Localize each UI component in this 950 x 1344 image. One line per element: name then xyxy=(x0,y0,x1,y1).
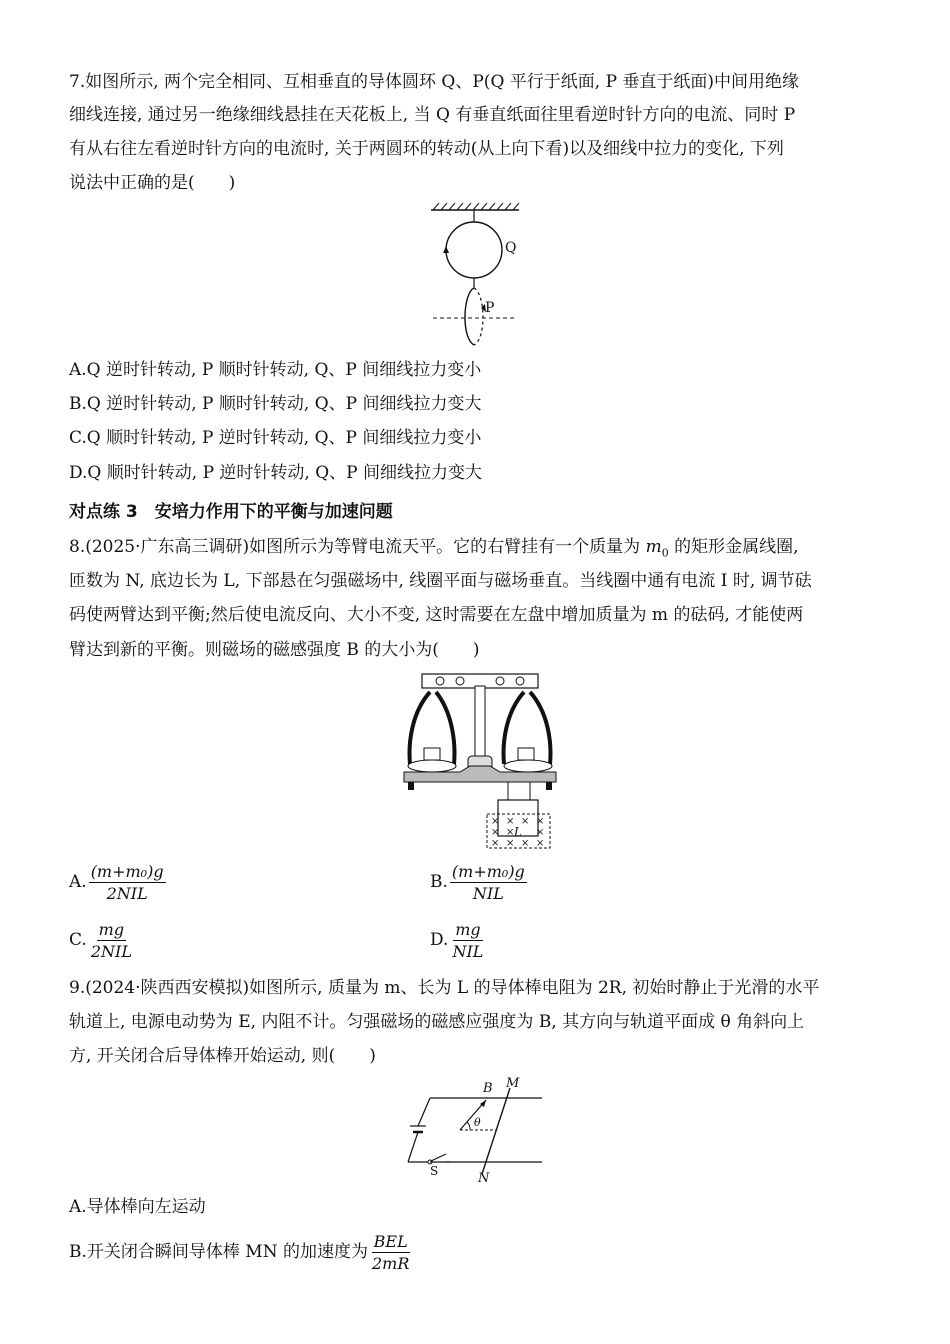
q7-option-c: C.Q 顺时针转动, P 逆时针转动, Q、P 间细线拉力变小 xyxy=(69,428,482,448)
q9-option-b xyxy=(69,1232,411,1273)
q8-figure-current-balance xyxy=(400,672,560,852)
label-l: L xyxy=(514,825,522,839)
label-s: S xyxy=(430,1164,439,1178)
q8-line-1 xyxy=(69,535,799,565)
label-n: N xyxy=(478,1171,490,1186)
svg-text:×: × xyxy=(506,838,515,849)
q8-line-2: 匝数为 N, 底边长为 L, 下部悬在匀强磁场中, 线圈平面与磁场垂直。当线圈中通有电流 I 时, 调节砝 xyxy=(69,571,812,591)
q8-line-4: 臂达到新的平衡。则磁场的磁感强度 B 的大小为( ) xyxy=(69,640,480,660)
q7-line-1: 7.如图所示, 两个完全相同、互相垂直的导体圆环 Q、P(Q 平行于纸面, P 垂直于纸面)中间用绝缘 xyxy=(69,72,800,92)
q9-option-b-text: B.开关闭合瞬间导体棒 MN 的加速度为 xyxy=(69,1242,368,1262)
q9-line-1: 9.(2024·陕西西安模拟)如图所示, 质量为 m、长为 L 的导体棒电阻为 2R, 初始时静止于光滑的水平 xyxy=(69,978,820,998)
svg-text:×: × xyxy=(506,816,515,827)
q7-line-2: 细线连接, 通过另一绝缘细线悬挂在天花板上, 当 Q 有垂直纸面往里看逆时针方向的电流、同时 P xyxy=(69,105,796,125)
q9-line-3: 方, 开关闭合后导体棒开始运动, 则( ) xyxy=(69,1046,376,1066)
weight-right xyxy=(518,748,534,760)
q8-option-b xyxy=(430,862,527,903)
svg-text:×: × xyxy=(536,827,545,838)
q8-line-1-post: 的矩形金属线圈, xyxy=(668,537,799,557)
svg-text:×: × xyxy=(521,816,530,827)
ring-p-front xyxy=(465,288,474,345)
foot-right xyxy=(546,782,552,790)
left-wire-upper xyxy=(418,1098,430,1126)
q8-line-1-pre: 8.(2025·广东高三调研)如图所示为等臂电流天平。它的右臂挂有一个质量为 xyxy=(69,537,646,557)
label-q: Q xyxy=(505,240,517,256)
ceiling-hatch xyxy=(433,203,519,210)
ring-q xyxy=(446,222,502,278)
svg-text:×: × xyxy=(491,816,500,827)
svg-text:×: × xyxy=(491,827,500,838)
q8-option-c-letter: C. xyxy=(69,930,87,950)
pan-left xyxy=(408,760,456,772)
q7-line-3: 有从右往左看逆时针方向的电流时, 关于两圆环的转动(从上向下看)以及细线中拉力的变化, 下列 xyxy=(69,139,784,159)
svg-text:×: × xyxy=(536,816,545,827)
q8-option-d-letter: D. xyxy=(430,930,449,950)
svg-text:×: × xyxy=(491,838,500,849)
theta-arc xyxy=(467,1122,470,1130)
q9-figure-rails xyxy=(400,1074,550,1186)
q7-figure-rings xyxy=(425,200,535,350)
q9-line-2: 轨道上, 电源电动势为 E, 内阻不计。匀强磁场的磁感应强度为 B, 其方向与轨道平面成 θ 角斜向上 xyxy=(69,1012,805,1032)
q8-option-b-letter: B. xyxy=(430,872,448,892)
q7-option-b: B.Q 逆时针转动, P 顺时针转动, Q、P 间细线拉力变大 xyxy=(69,394,482,414)
q8-option-d xyxy=(430,920,485,961)
left-wire-lower xyxy=(408,1132,418,1162)
conductor-rod-mn xyxy=(482,1088,510,1174)
q8-option-d-fraction: $\frac{mg}{\text{NIL}}$ xyxy=(452,920,484,961)
q9-option-b-fraction: $\frac{\text{BEL}}{2mR}$ xyxy=(372,1232,410,1273)
pan-right xyxy=(504,760,552,772)
svg-text:×: × xyxy=(521,838,530,849)
q8-line-3: 码使两臂达到平衡;然后使电流反向、大小不变, 这时需要在左盘中增加质量为 m 的砝码, 才能使两 xyxy=(69,605,804,625)
q8-option-c xyxy=(69,920,134,961)
q7-option-a: A.Q 逆时针转动, P 顺时针转动, Q、P 间细线拉力变小 xyxy=(69,360,482,380)
svg-text:×: × xyxy=(536,838,545,849)
q7-line-4: 说法中正确的是( ) xyxy=(69,173,236,193)
q8-option-a-fraction: $\frac{\text{(m+m₀)g}}{\text{2NIL}}$ xyxy=(90,862,164,903)
q8-sub-0: 0 xyxy=(661,546,669,560)
weight-left xyxy=(424,748,440,760)
ring-q-arrow xyxy=(443,246,449,253)
ring-p-back xyxy=(474,288,483,345)
q8-var-m: m xyxy=(645,537,662,557)
switch-lever xyxy=(431,1154,446,1161)
q9-option-a: A.导体棒向左运动 xyxy=(69,1197,206,1217)
label-p: P xyxy=(485,300,495,316)
q7-option-d: D.Q 顺时针转动, P 逆时针转动, Q、P 间细线拉力变大 xyxy=(69,463,483,483)
q8-option-a-letter: A. xyxy=(69,872,87,892)
label-b: B xyxy=(483,1081,493,1096)
section-3-title: 对点练 3 安培力作用下的平衡与加速问题 xyxy=(69,502,393,522)
label-m: M xyxy=(506,1076,520,1091)
q8-option-a xyxy=(69,862,166,903)
q8-option-b-fraction: $\frac{\text{(m+m₀)g}}{\text{NIL}}$ xyxy=(451,862,525,903)
svg-text:×: × xyxy=(506,827,515,838)
q8-option-c-fraction: $\frac{mg}{\text{2NIL}}$ xyxy=(90,920,132,961)
label-theta: θ xyxy=(474,1116,481,1129)
foot-left xyxy=(408,782,414,790)
